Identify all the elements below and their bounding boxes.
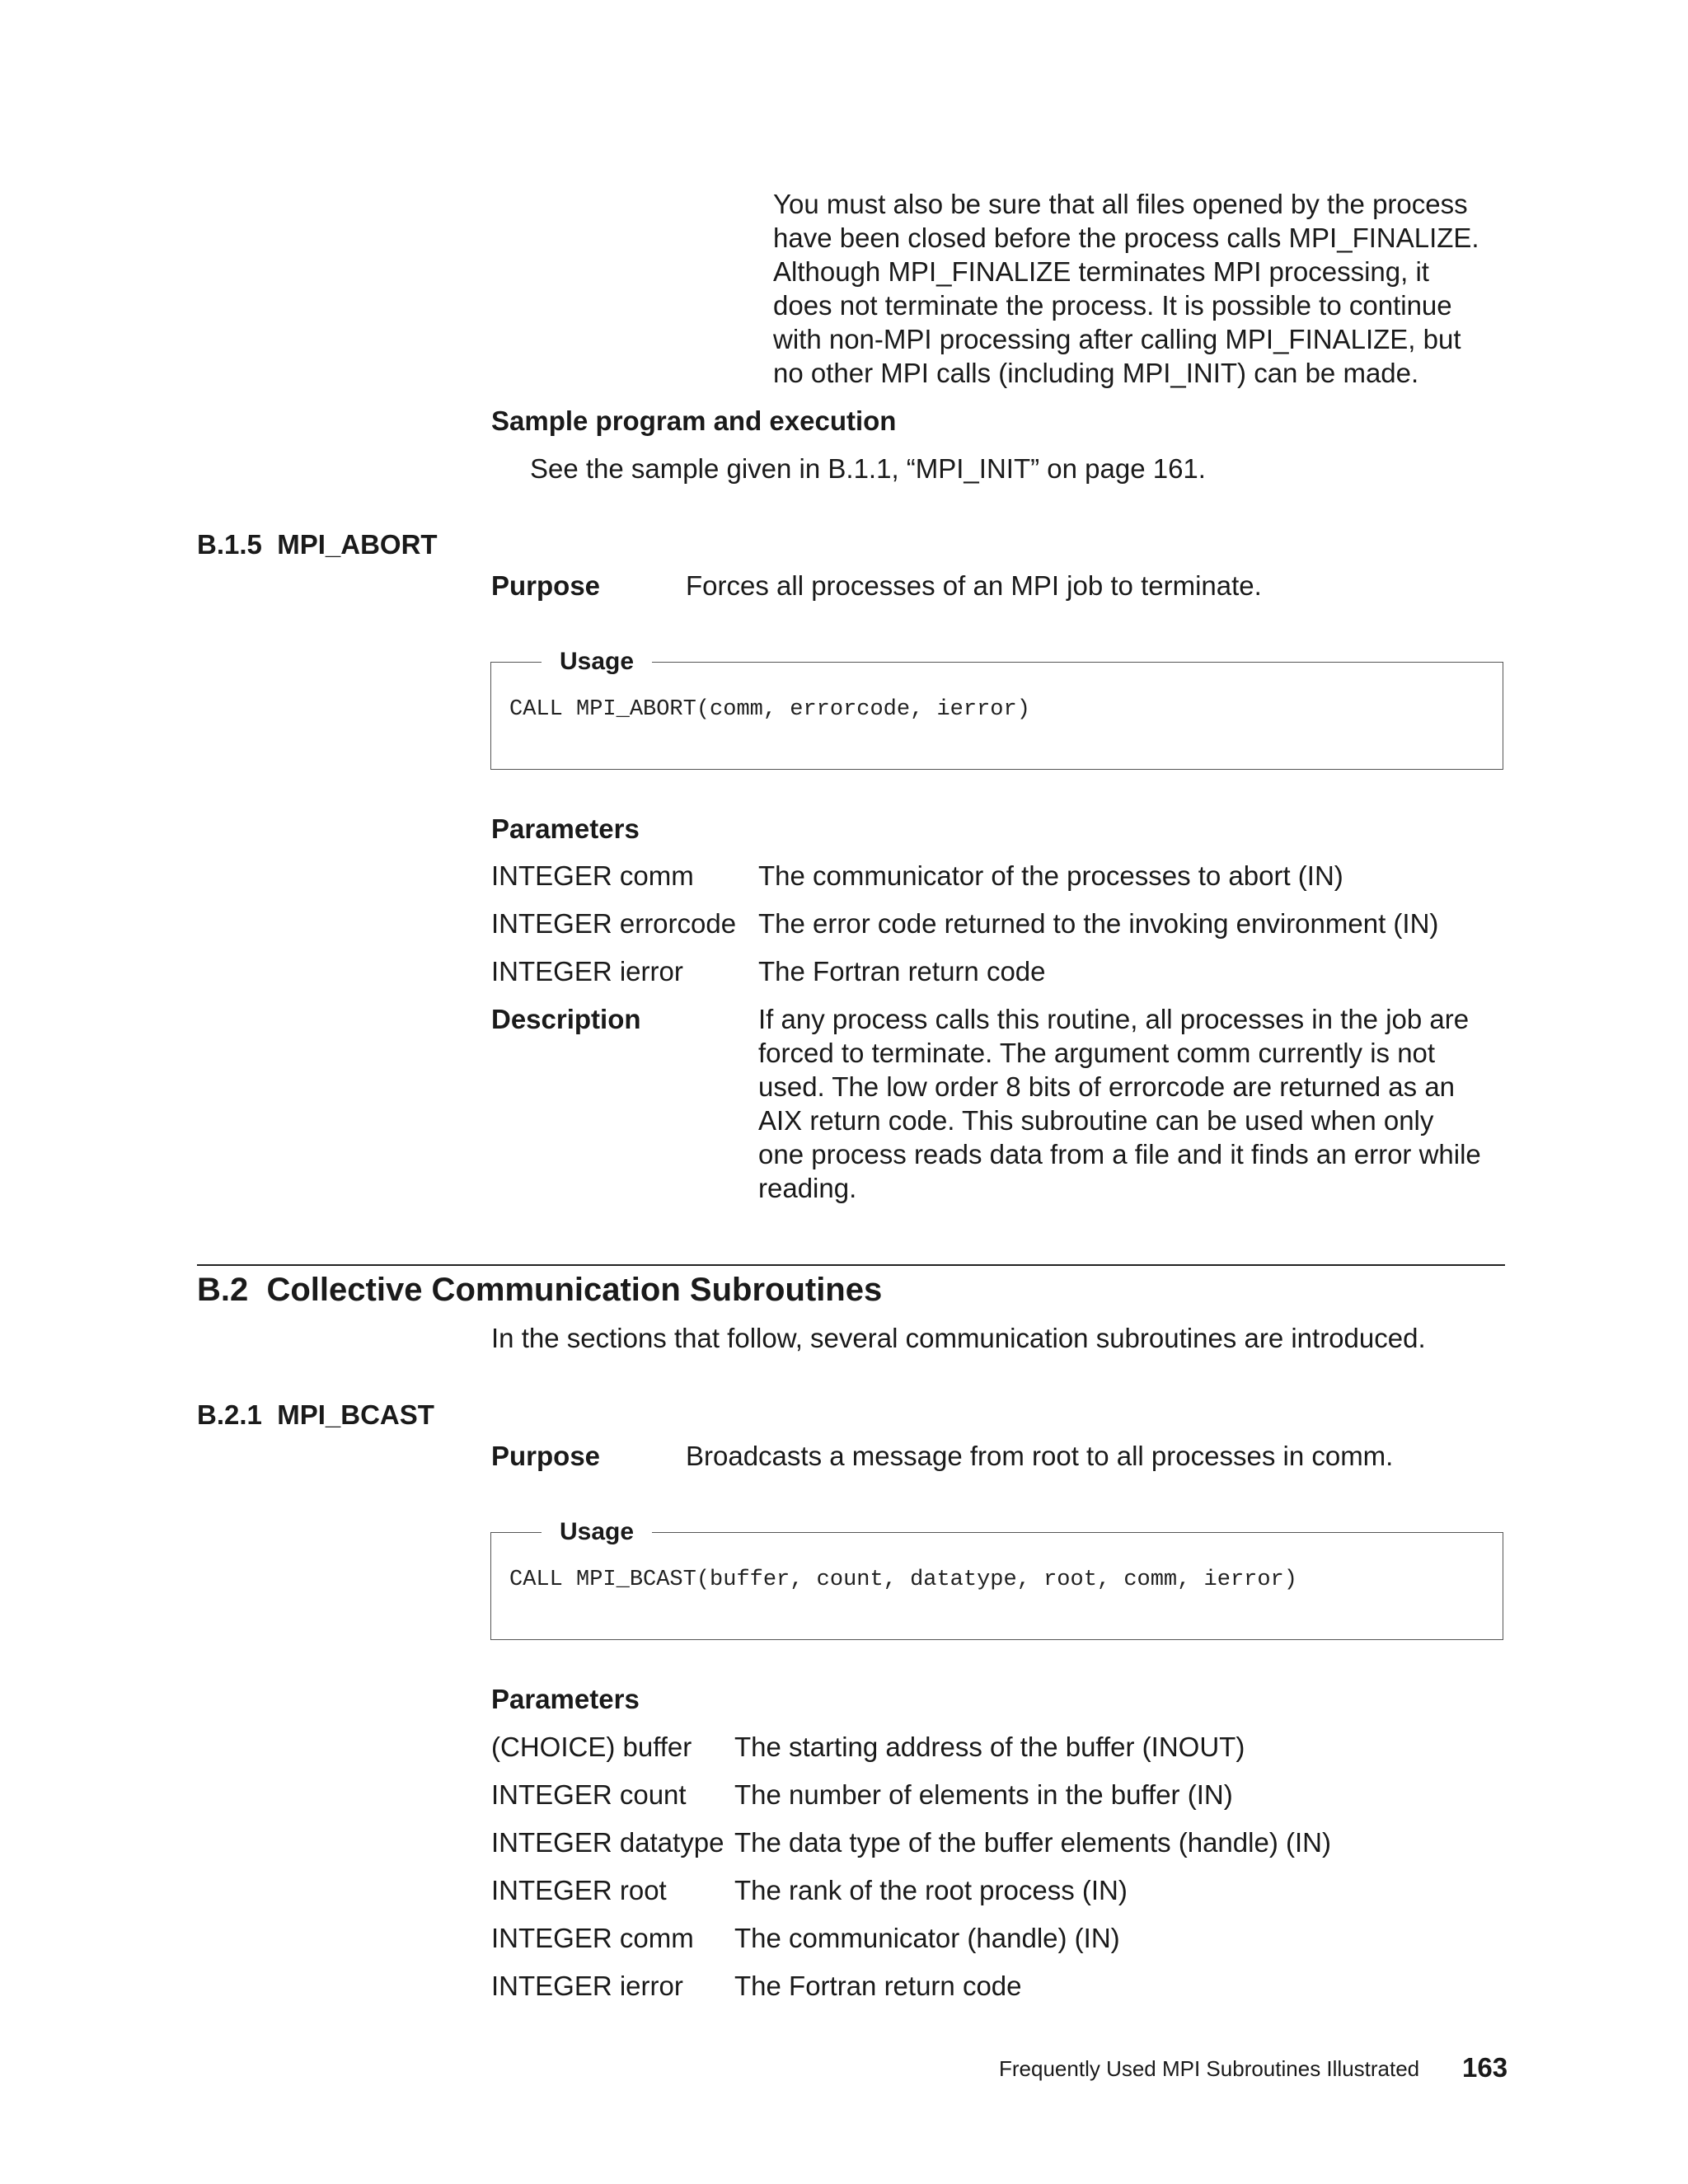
bcast-param-desc: The number of elements in the buffer (IN) — [734, 1779, 1233, 1810]
description-line: forced to terminate. The argument comm currently is not — [758, 1038, 1436, 1068]
intro-line: no other MPI calls (including MPI_INIT) can be made. — [773, 358, 1419, 388]
footer-title: Frequently Used MPI Subroutines Illustrated — [999, 2056, 1420, 2081]
sample-heading: Sample program and execution — [491, 405, 897, 436]
bcast-purpose-text: Broadcasts a message from root to all processes in comm. — [686, 1441, 1394, 1471]
intro-line: You must also be sure that all files opened by the process — [773, 189, 1468, 219]
abort-description-label: Description — [491, 1004, 641, 1034]
intro-paragraph — [773, 187, 1515, 390]
bcast-param-name: INTEGER datatype — [491, 1827, 724, 1858]
bcast-param-desc: The starting address of the buffer (INOUT) — [734, 1732, 1245, 1762]
bcast-section-heading: B.2.1 MPI_BCAST — [197, 1399, 434, 1430]
section-b2-heading: B.2 Collective Communication Subroutines — [197, 1272, 883, 1308]
bcast-purpose-label: Purpose — [491, 1441, 601, 1471]
abort-usage-code: CALL MPI_ABORT(comm, errorcode, ierror) — [509, 697, 1030, 722]
abort-description — [758, 1002, 1517, 1205]
abort-param-desc: The communicator of the processes to abort (IN) — [758, 860, 1343, 891]
bcast-param-desc: The communicator (handle) (IN) — [734, 1923, 1120, 1953]
bcast-param-desc: The rank of the root process (IN) — [734, 1875, 1128, 1905]
page-number: 163 — [1462, 2052, 1508, 2083]
intro-line: with non-MPI processing after calling MPI_FINALIZE, but — [773, 324, 1461, 354]
abort-param-desc: The error code returned to the invoking environment (IN) — [758, 908, 1439, 939]
description-line: one process reads data from a file and it finds an error while — [758, 1139, 1481, 1169]
bcast-param-name: (CHOICE) buffer — [491, 1732, 692, 1762]
description-line: reading. — [758, 1173, 857, 1203]
bcast-param-desc: The Fortran return code — [734, 1971, 1022, 2001]
abort-purpose-label: Purpose — [491, 570, 601, 601]
abort-parameters-label: Parameters — [491, 813, 640, 844]
abort-param-desc: The Fortran return code — [758, 956, 1046, 987]
bcast-usage-legend: Usage — [542, 1517, 652, 1547]
bcast-param-name: INTEGER comm — [491, 1923, 694, 1953]
bcast-param-name: INTEGER root — [491, 1875, 667, 1905]
description-line: used. The low order 8 bits of errorcode are returned as an — [758, 1071, 1456, 1102]
bcast-param-desc: The data type of the buffer elements (handle) (IN) — [734, 1827, 1331, 1858]
sample-text: See the sample given in B.1.1, “MPI_INIT” on page 161. — [530, 453, 1206, 484]
bcast-usage-code: CALL MPI_BCAST(buffer, count, datatype, root, comm, ierror) — [509, 1568, 1297, 1592]
abort-purpose-text: Forces all processes of an MPI job to terminate. — [686, 570, 1262, 601]
bcast-parameters-label: Parameters — [491, 1684, 640, 1714]
intro-line: does not terminate the process. It is possible to continue — [773, 290, 1452, 321]
bcast-param-name: INTEGER count — [491, 1779, 687, 1810]
intro-line: have been closed before the process calls MPI_FINALIZE. — [773, 223, 1479, 253]
abort-usage-legend: Usage — [542, 647, 652, 677]
section-rule — [197, 1264, 1505, 1266]
abort-param-name: INTEGER errorcode — [491, 908, 737, 939]
abort-usage-box — [490, 662, 1503, 770]
section-b2-intro: In the sections that follow, several communication subroutines are introduced. — [491, 1323, 1426, 1353]
abort-param-name: INTEGER comm — [491, 860, 694, 891]
bcast-usage-box — [490, 1532, 1503, 1640]
description-line: AIX return code. This subroutine can be used when only — [758, 1105, 1434, 1136]
intro-line: Although MPI_FINALIZE terminates MPI processing, it — [773, 256, 1429, 287]
description-line: If any process calls this routine, all processes in the job are — [758, 1004, 1470, 1034]
abort-section-heading: B.1.5 MPI_ABORT — [197, 529, 438, 560]
abort-param-name: INTEGER ierror — [491, 956, 683, 987]
bcast-param-name: INTEGER ierror — [491, 1971, 683, 2001]
